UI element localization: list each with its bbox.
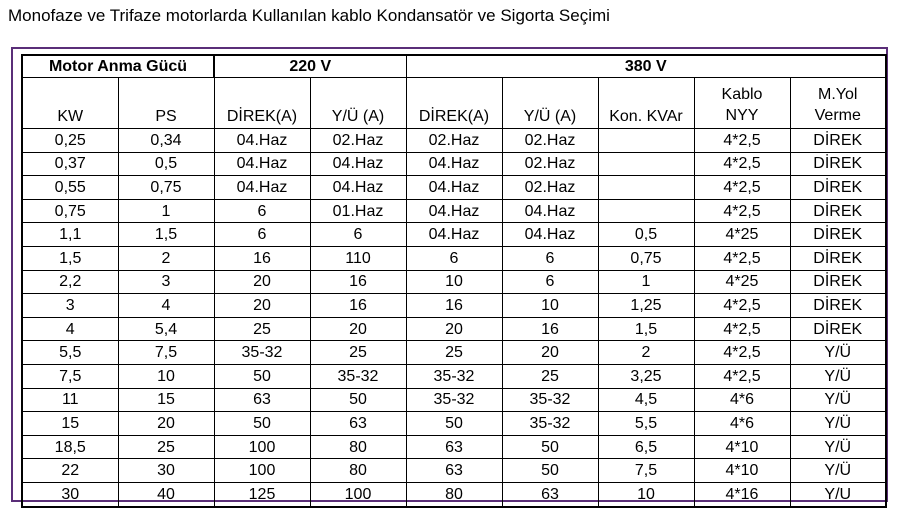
- cell-direk-380: 35-32: [406, 388, 502, 412]
- col-kvar: Kon. KVAr: [598, 78, 694, 129]
- cell-kablo: 4*25: [694, 270, 790, 294]
- page-title: Monofaze ve Trifaze motorlarda Kullanılan kablo Kondansatör ve Sigorta Seçimi: [8, 6, 610, 25]
- cell-yu-220: 50: [310, 388, 406, 412]
- cell-direk-380: 04.Haz: [406, 223, 502, 247]
- col-myol: [790, 78, 886, 129]
- table-row: [22, 152, 886, 176]
- cell-myol: DİREK: [790, 223, 886, 247]
- cell-kvar: 7,5: [598, 459, 694, 483]
- cell-myol: Y/Ü: [790, 364, 886, 388]
- cell-yu-220: 04.Haz: [310, 152, 406, 176]
- cell-yu-380: 04.Haz: [502, 223, 598, 247]
- cell-kw: 18,5: [22, 435, 118, 459]
- cell-direk-220: 04.Haz: [214, 152, 310, 176]
- cell-kw: 0,75: [22, 199, 118, 223]
- cell-yu-220: 04.Haz: [310, 176, 406, 200]
- cell-ps: 20: [118, 412, 214, 436]
- cell-kw: 0,37: [22, 152, 118, 176]
- cell-myol: Y/U: [790, 482, 886, 506]
- cell-yu-220: 100: [310, 482, 406, 506]
- cell-kvar: [598, 199, 694, 223]
- group-220v: 220 V: [214, 55, 406, 78]
- cell-kw: 4: [22, 317, 118, 341]
- table-row: [22, 435, 886, 459]
- cell-direk-220: 50: [214, 364, 310, 388]
- cell-kvar: [598, 152, 694, 176]
- col-ps: PS: [118, 78, 214, 129]
- cell-direk-220: 100: [214, 435, 310, 459]
- cell-kablo: 4*2,5: [694, 246, 790, 270]
- table-row: [22, 412, 886, 436]
- cell-direk-380: 50: [406, 412, 502, 436]
- cell-kvar: 1,25: [598, 294, 694, 318]
- group-motor-power: Motor Anma Gücü: [22, 55, 214, 78]
- cell-myol: DİREK: [790, 199, 886, 223]
- cell-kw: 15: [22, 412, 118, 436]
- cell-direk-380: 04.Haz: [406, 152, 502, 176]
- cell-direk-380: 25: [406, 341, 502, 365]
- table-row: [22, 176, 886, 200]
- cell-ps: 40: [118, 482, 214, 506]
- cell-yu-220: 63: [310, 412, 406, 436]
- cell-direk-220: 04.Haz: [214, 129, 310, 153]
- cell-yu-380: 6: [502, 270, 598, 294]
- cell-kablo: 4*2,5: [694, 129, 790, 153]
- cell-ps: 15: [118, 388, 214, 412]
- col-direk-380: DİREK(A): [406, 78, 502, 129]
- cell-kablo: 4*6: [694, 388, 790, 412]
- cell-yu-220: 02.Haz: [310, 129, 406, 153]
- cell-kw: 11: [22, 388, 118, 412]
- cell-direk-220: 20: [214, 294, 310, 318]
- group-header-row: [22, 55, 886, 78]
- cell-kvar: 1,5: [598, 317, 694, 341]
- cell-kvar: 2: [598, 341, 694, 365]
- table-row: [22, 482, 886, 506]
- cell-kablo: 4*6: [694, 412, 790, 436]
- cell-yu-380: 35-32: [502, 412, 598, 436]
- cell-direk-380: 02.Haz: [406, 129, 502, 153]
- cell-yu-380: 20: [502, 341, 598, 365]
- cell-ps: 0,34: [118, 129, 214, 153]
- cell-yu-220: 35-32: [310, 364, 406, 388]
- col-kablo-line2: NYY: [725, 107, 759, 124]
- cell-kablo: 4*2,5: [694, 152, 790, 176]
- cell-yu-220: 6: [310, 223, 406, 247]
- cell-direk-380: 04.Haz: [406, 199, 502, 223]
- cell-kvar: 1: [598, 270, 694, 294]
- cell-ps: 7,5: [118, 341, 214, 365]
- col-kablo: [694, 78, 790, 129]
- cell-yu-380: 02.Haz: [502, 176, 598, 200]
- cell-kablo: 4*10: [694, 435, 790, 459]
- cell-kablo: 4*2,5: [694, 176, 790, 200]
- cell-kablo: 4*2,5: [694, 294, 790, 318]
- cell-direk-380: 63: [406, 459, 502, 483]
- cell-yu-220: 20: [310, 317, 406, 341]
- cell-direk-220: 20: [214, 270, 310, 294]
- cell-kw: 1,5: [22, 246, 118, 270]
- cell-kvar: [598, 176, 694, 200]
- cell-myol: Y/Ü: [790, 435, 886, 459]
- table-row: [22, 294, 886, 318]
- cell-ps: 1: [118, 199, 214, 223]
- cell-kw: 22: [22, 459, 118, 483]
- cell-ps: 3: [118, 270, 214, 294]
- table-row: [22, 223, 886, 247]
- cell-kvar: 5,5: [598, 412, 694, 436]
- cell-direk-380: 63: [406, 435, 502, 459]
- table-row: [22, 459, 886, 483]
- cell-myol: Y/Ü: [790, 412, 886, 436]
- cell-yu-220: 110: [310, 246, 406, 270]
- cell-ps: 2: [118, 246, 214, 270]
- cell-kw: 1,1: [22, 223, 118, 247]
- cell-kablo: 4*16: [694, 482, 790, 506]
- cell-ps: 30: [118, 459, 214, 483]
- col-kw: KW: [22, 78, 118, 129]
- cell-ps: 0,5: [118, 152, 214, 176]
- cell-yu-220: 25: [310, 341, 406, 365]
- cell-kablo: 4*2,5: [694, 341, 790, 365]
- col-yu-380: Y/Ü (A): [502, 78, 598, 129]
- cell-yu-380: 16: [502, 317, 598, 341]
- cell-direk-220: 6: [214, 199, 310, 223]
- cell-myol: Y/Ü: [790, 341, 886, 365]
- cell-myol: DİREK: [790, 294, 886, 318]
- cell-direk-380: 80: [406, 482, 502, 506]
- motor-selection-table: [21, 54, 887, 508]
- cell-kablo: 4*2,5: [694, 199, 790, 223]
- cell-kablo: 4*25: [694, 223, 790, 247]
- cell-ps: 4: [118, 294, 214, 318]
- cell-direk-220: 25: [214, 317, 310, 341]
- table-row: [22, 270, 886, 294]
- cell-kvar: 0,5: [598, 223, 694, 247]
- cell-direk-220: 63: [214, 388, 310, 412]
- cell-ps: 5,4: [118, 317, 214, 341]
- cell-yu-380: 02.Haz: [502, 152, 598, 176]
- cell-kw: 30: [22, 482, 118, 506]
- cell-direk-380: 10: [406, 270, 502, 294]
- cell-myol: DİREK: [790, 317, 886, 341]
- cell-ps: 1,5: [118, 223, 214, 247]
- cell-yu-380: 50: [502, 435, 598, 459]
- cell-yu-380: 02.Haz: [502, 129, 598, 153]
- table-row: [22, 388, 886, 412]
- cell-yu-380: 6: [502, 246, 598, 270]
- cell-direk-380: 20: [406, 317, 502, 341]
- cell-kablo: 4*10: [694, 459, 790, 483]
- cell-direk-220: 16: [214, 246, 310, 270]
- cell-direk-220: 6: [214, 223, 310, 247]
- cell-ps: 10: [118, 364, 214, 388]
- cell-myol: Y/Ü: [790, 459, 886, 483]
- table-body: [22, 129, 886, 507]
- table-row: [22, 317, 886, 341]
- col-myol-line2: Verme: [814, 107, 861, 124]
- table-row: [22, 341, 886, 365]
- cell-kvar: [598, 129, 694, 153]
- cell-kvar: 6,5: [598, 435, 694, 459]
- cell-yu-380: 04.Haz: [502, 199, 598, 223]
- cell-yu-220: 16: [310, 270, 406, 294]
- cell-myol: DİREK: [790, 152, 886, 176]
- cell-direk-220: 04.Haz: [214, 176, 310, 200]
- cell-kw: 0,25: [22, 129, 118, 153]
- cell-ps: 0,75: [118, 176, 214, 200]
- col-yu-220: Y/Ü (A): [310, 78, 406, 129]
- cell-kw: 7,5: [22, 364, 118, 388]
- cell-kw: 0,55: [22, 176, 118, 200]
- cell-yu-220: 80: [310, 459, 406, 483]
- cell-direk-220: 100: [214, 459, 310, 483]
- table-row: [22, 246, 886, 270]
- cell-myol: DİREK: [790, 270, 886, 294]
- cell-yu-380: 35-32: [502, 388, 598, 412]
- cell-myol: DİREK: [790, 129, 886, 153]
- cell-direk-380: 04.Haz: [406, 176, 502, 200]
- cell-kw: 3: [22, 294, 118, 318]
- group-380v: 380 V: [406, 55, 886, 78]
- cell-kw: 2,2: [22, 270, 118, 294]
- cell-direk-380: 35-32: [406, 364, 502, 388]
- table-row: [22, 364, 886, 388]
- cell-kvar: 0,75: [598, 246, 694, 270]
- cell-direk-220: 35-32: [214, 341, 310, 365]
- cell-kvar: 4,5: [598, 388, 694, 412]
- cell-yu-220: 80: [310, 435, 406, 459]
- table-row: [22, 199, 886, 223]
- cell-direk-220: 50: [214, 412, 310, 436]
- cell-kvar: 10: [598, 482, 694, 506]
- cell-yu-380: 50: [502, 459, 598, 483]
- cell-myol: DİREK: [790, 246, 886, 270]
- cell-yu-380: 25: [502, 364, 598, 388]
- col-myol-line1: M.Yol: [818, 86, 858, 103]
- cell-yu-220: 01.Haz: [310, 199, 406, 223]
- cell-ps: 25: [118, 435, 214, 459]
- cell-direk-380: 16: [406, 294, 502, 318]
- col-kablo-line1: Kablo: [721, 86, 763, 103]
- cell-direk-380: 6: [406, 246, 502, 270]
- cell-kvar: 3,25: [598, 364, 694, 388]
- col-direk-220: DİREK(A): [214, 78, 310, 129]
- cell-myol: Y/Ü: [790, 388, 886, 412]
- cell-kablo: 4*2,5: [694, 364, 790, 388]
- cell-myol: DİREK: [790, 176, 886, 200]
- table-row: [22, 129, 886, 153]
- cell-yu-380: 10: [502, 294, 598, 318]
- cell-yu-380: 63: [502, 482, 598, 506]
- cell-kw: 5,5: [22, 341, 118, 365]
- cell-yu-220: 16: [310, 294, 406, 318]
- cell-kablo: 4*2,5: [694, 317, 790, 341]
- cell-direk-220: 125: [214, 482, 310, 506]
- column-header-row: [22, 78, 886, 129]
